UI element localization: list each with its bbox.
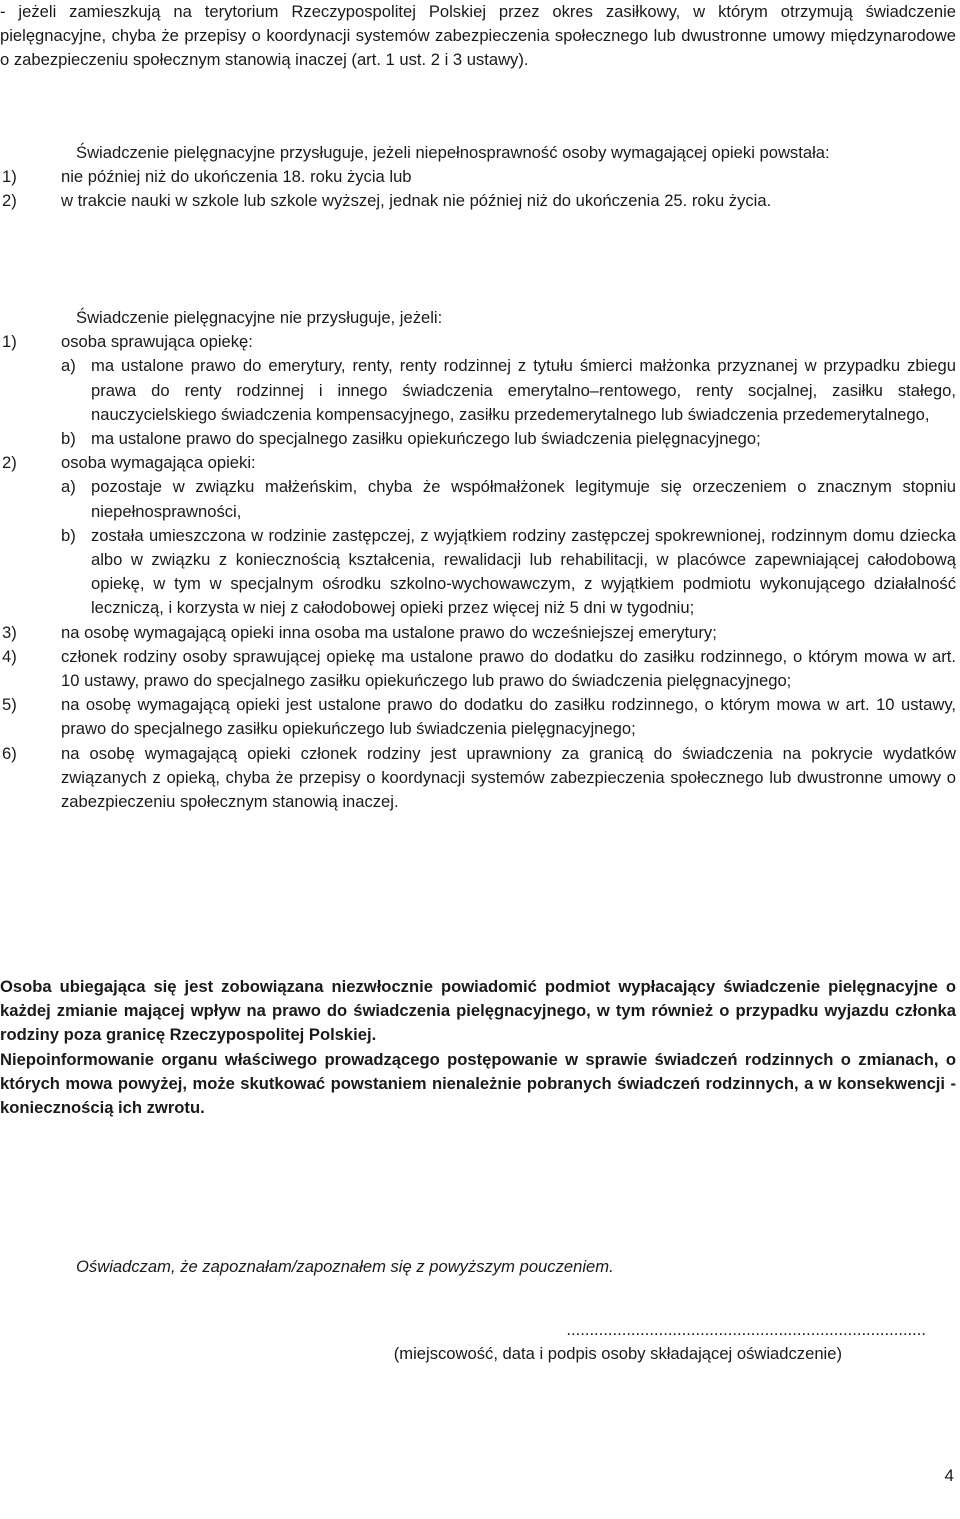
sub-list-text: ma ustalone prawo do specjalnego zasiłku opiekuńczego lub świadczenia pielęgnacyjnego; <box>91 429 761 449</box>
signature-block <box>260 1318 926 1366</box>
eligibility-section <box>0 141 956 214</box>
declaration-statement: Oświadczam, że zapoznałam/zapoznałem się z powyższym pouczeniem. <box>76 1257 614 1276</box>
sub-list-letter: a) <box>61 356 76 376</box>
list-item <box>0 693 956 741</box>
obligation-paragraph-notify: Osoba ubiegająca się jest zobowiązana niezwłocznie powiadomić podmiot wypłacający świadczenie pielęgnacyjne o każdej zmianie mającej wpływ na prawo do świadczenia pielęgnacyjnego, w tym również o przypadku wyjazdu członka rodziny poza granicę Rzeczypospolitej Polskiej. <box>0 977 956 1045</box>
page-number: 4 <box>944 1466 954 1485</box>
signature-line: .............................................................................. <box>566 1320 926 1339</box>
intro-section <box>0 0 956 73</box>
list-number: 2) <box>2 453 17 473</box>
list-item <box>0 330 956 354</box>
list-number: 1) <box>2 167 17 187</box>
list-item <box>0 451 956 475</box>
list-number: 3) <box>2 622 17 642</box>
list-item <box>0 189 956 213</box>
sub-list-item <box>0 475 956 523</box>
sub-list-text: pozostaje w związku małżeńskim, chyba że współmałżonek legitymuje się orzeczeniem o znacznym stopniu niepełnosprawności, <box>91 477 956 521</box>
sub-list-item <box>0 354 956 427</box>
list-number: 4) <box>2 646 17 666</box>
list-text: członek rodziny osoby sprawującej opiekę ma ustalone prawo do dodatku do zasiłku rodzinnego, o którym mowa w art. 10 ustawy, prawo do specjalnego zasiłku opiekuńczego lub prawo do świadczenia pielęgnacyjnego; <box>61 646 956 691</box>
list-text: osoba sprawująca opiekę: <box>61 332 253 352</box>
sub-list-item <box>0 524 956 621</box>
obligation-paragraph-consequences: Niepoinformowanie organu właściwego prowadzącego postępowanie w sprawie świadczeń rodzinnych o zmianach, o których mowa powyżej, może skutkować powstaniem nienależnie pobranych świadczeń rodzinnych, a w konsekwencji - koniecznością ich zwrotu. <box>0 1049 956 1118</box>
sub-list-text: ma ustalone prawo do emerytury, renty, renty rodzinnej z tytułu śmierci małżonka przyznanej w przypadku zbiegu prawa do renty rodzinnej i innego świadczenia emerytalno–rentowego, renty socjalnej, zasiłku stałego, nauczycielskiego świadczenia kompensacyjnego, zasiłku przedemerytalnego lub świadczenia przedemerytalnego, <box>91 356 956 424</box>
list-text: na osobę wymagającą opieki jest ustalone prawo do dodatku do zasiłku rodzinnego, o którym mowa w art. 10 ustawy, prawo do specjalnego zasiłku opiekuńczego lub świadczenia pielęgnacyjnego; <box>61 695 956 739</box>
intro-paragraph: - jeżeli zamieszkują na terytorium Rzeczypospolitej Polskiej przez okres zasiłkowy, w którym otrzymują świadczenie pielęgnacyjne, chyba że przepisy o koordynacji systemów zabezpieczenia społecznego lub dwustronne umowy międzynarodowe o zabezpieczeniu społecznym stanowią inaczej (art. 1 ust. 2 i 3 ustawy). <box>0 2 956 70</box>
list-number: 6) <box>2 743 17 763</box>
list-text: nie później niż do ukończenia 18. roku życia lub <box>61 167 412 187</box>
list-item <box>0 165 956 189</box>
sub-list-text: została umieszczona w rodzinie zastępczej, z wyjątkiem rodziny zastępczej spokrewnionej, rodzinnym domu dziecka albo w związku z koniecznością kształcenia, rewalidacji lub rehabilitacji, w placówce zapewniającej całodobową opiekę, w tym w specjalnym ośrodku szkolno-wychowawczym, z wyjątkiem podmiotu wykonującego działalność leczniczą, i korzysta w niej z całodobowej opieki przez więcej niż 5 dni w tygodniu; <box>91 525 956 618</box>
sub-list-letter: b) <box>61 429 76 449</box>
list-number: 1) <box>2 332 17 352</box>
exclusions-lead: Świadczenie pielęgnacyjne nie przysługuje, jeżeli: <box>76 308 443 327</box>
list-item <box>0 645 956 693</box>
list-text: w trakcie nauki w szkole lub szkole wyższej, jednak nie później niż do ukończenia 25. roku życia. <box>61 191 772 211</box>
list-text: osoba wymagająca opieki: <box>61 453 256 473</box>
exclusions-section <box>0 306 956 814</box>
list-item <box>0 742 956 815</box>
signature-caption: (miejscowość, data i podpis osoby składającej oświadczenie) <box>393 1344 842 1364</box>
sub-list-letter: a) <box>61 477 76 497</box>
sub-list-letter: b) <box>61 525 76 545</box>
list-number: 2) <box>2 191 17 211</box>
list-text: na osobę wymagającą opieki członek rodziny jest uprawniony za granicą do świadczenia na pokrycie wydatków związanych z opieką, chyba że przepisy o koordynacji systemów zabezpieczenia społecznego lub dwustronne umowy o zabezpieczeniu społecznym stanowią inaczej. <box>61 743 956 812</box>
obligation-section <box>0 975 956 1120</box>
list-text: na osobę wymagającą opieki inna osoba ma ustalone prawo do wcześniejszej emerytury; <box>61 622 717 642</box>
eligibility-lead: Świadczenie pielęgnacyjne przysługuje, jeżeli niepełnosprawność osoby wymagającej opieki powstała: <box>76 143 830 162</box>
list-item <box>0 621 956 645</box>
list-number: 5) <box>2 695 17 715</box>
sub-list-item <box>0 427 956 451</box>
